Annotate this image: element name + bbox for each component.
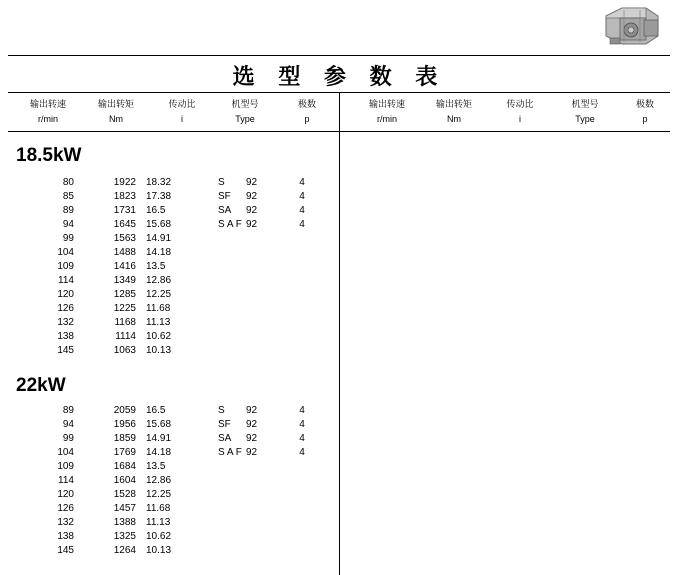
table-row [16, 218, 322, 232]
cell-poles [282, 302, 322, 316]
table-row [16, 502, 322, 516]
cell-type-size [246, 274, 282, 288]
table-row [16, 530, 322, 544]
cell-poles [282, 288, 322, 302]
cell-torque: 1457 [113, 503, 136, 514]
cell-torque: 1823 [113, 191, 136, 202]
cell-speed: 109 [57, 261, 74, 272]
cell-poles [282, 316, 322, 330]
cell-type-prefix: SA [218, 433, 232, 444]
cell-ratio: 13.5 [146, 261, 166, 272]
cell-speed: 145 [57, 345, 74, 356]
header-left-torque-line1: 输出转矩 [97, 100, 134, 110]
cell-type-prefix [208, 502, 246, 516]
spec-table-0 [16, 176, 322, 358]
cell-poles [282, 488, 322, 502]
cell-ratio: 14.91 [146, 233, 172, 244]
cell-type-prefix: SF [218, 191, 231, 202]
table-row [16, 288, 322, 302]
cell-ratio: 15.68 [146, 219, 172, 230]
table-row [16, 474, 322, 488]
cell-poles [282, 502, 322, 516]
cell-ratio: 13.5 [146, 461, 166, 472]
cell-ratio: 11.13 [146, 517, 171, 528]
cell-speed: 132 [57, 317, 74, 328]
cell-torque: 1349 [113, 275, 136, 286]
cell-type-prefix: S [218, 405, 225, 416]
cell-torque: 1922 [113, 177, 136, 188]
table-row [16, 432, 322, 446]
spec-table-1 [16, 404, 322, 558]
cell-torque: 1859 [113, 433, 136, 444]
cell-type-size [246, 488, 282, 502]
header-right-ratio-line2: i [519, 114, 521, 124]
cell-type-size [246, 246, 282, 260]
table-row [16, 516, 322, 530]
cell-poles: 4 [299, 219, 305, 230]
header-right-speed-line1: 输出转速 [368, 100, 405, 110]
cell-type-prefix [208, 246, 246, 260]
table-row [16, 344, 322, 358]
header-left-ratio-line1: 传动比 [168, 100, 196, 110]
cell-poles [282, 474, 322, 488]
cell-poles: 4 [299, 419, 305, 430]
table-row [16, 446, 322, 460]
cell-torque: 1604 [113, 475, 136, 486]
cell-type-size [246, 474, 282, 488]
header-left-poles-line1: 极数 [297, 100, 316, 110]
cell-type-size [246, 502, 282, 516]
cell-speed: 94 [62, 419, 74, 430]
cell-type-size [246, 232, 282, 246]
cell-ratio: 10.62 [146, 531, 172, 542]
cell-ratio: 11.68 [146, 303, 171, 314]
header-right-speed [355, 98, 419, 126]
cell-type-prefix [208, 344, 246, 358]
table-row [16, 176, 322, 190]
header-right-torque-line2: Nm [447, 114, 461, 124]
cell-ratio: 11.68 [146, 503, 171, 514]
cell-speed: 114 [58, 275, 74, 286]
cell-speed: 132 [57, 517, 74, 528]
cell-speed: 80 [62, 177, 74, 188]
cell-type-prefix: S [218, 177, 225, 188]
cell-type-prefix [208, 232, 246, 246]
cell-type-size: 92 [246, 191, 258, 202]
cell-poles [282, 344, 322, 358]
cell-poles: 4 [299, 191, 305, 202]
cell-type-size: 92 [246, 433, 258, 444]
cell-type-prefix: SA [218, 205, 232, 216]
cell-speed: 120 [57, 489, 74, 500]
cell-torque: 1684 [113, 461, 136, 472]
table-row [16, 302, 322, 316]
section-power-label-0: 18.5kW [16, 145, 82, 166]
cell-ratio: 10.13 [146, 545, 172, 556]
cell-type-prefix [208, 530, 246, 544]
header-left-type-line2: Type [235, 114, 255, 124]
cell-speed: 89 [62, 205, 74, 216]
header-left-type-line1: 机型号 [231, 100, 259, 110]
header-left-speed [16, 98, 80, 126]
spec-table-0-body [16, 176, 322, 358]
cell-type-size: 92 [246, 219, 258, 230]
cell-speed: 89 [62, 405, 74, 416]
cell-type-prefix [208, 544, 246, 558]
cell-ratio: 15.68 [146, 419, 172, 430]
table-row [16, 260, 322, 274]
cell-poles: 4 [299, 447, 305, 458]
cell-poles [282, 260, 322, 274]
cell-poles: 4 [299, 177, 305, 188]
header-right-type-line2: Type [575, 114, 595, 124]
header-left-torque [84, 98, 148, 126]
table-row [16, 316, 322, 330]
cell-torque: 1528 [113, 489, 136, 500]
cell-type-size [246, 344, 282, 358]
cell-poles [282, 516, 322, 530]
cell-type-size [246, 288, 282, 302]
cell-poles [282, 246, 322, 260]
header-left-speed-line2: r/min [38, 114, 58, 124]
cell-torque: 1563 [113, 233, 136, 244]
cell-torque: 1168 [114, 317, 136, 328]
cell-torque: 1285 [113, 289, 136, 300]
cell-ratio: 12.86 [146, 275, 172, 286]
table-row [16, 330, 322, 344]
header-right-type [554, 98, 616, 126]
cell-type-size [246, 330, 282, 344]
table-row [16, 232, 322, 246]
cell-speed: 104 [57, 447, 74, 458]
cell-poles: 4 [299, 405, 305, 416]
header-right-poles-line2: p [642, 114, 648, 124]
cell-type-size [246, 460, 282, 474]
table-row [16, 544, 322, 558]
cell-type-prefix [208, 274, 246, 288]
table-row [16, 204, 322, 218]
cell-type-size: 92 [246, 177, 258, 188]
cell-torque: 1488 [113, 247, 136, 258]
header-left-speed-line1: 输出转速 [29, 100, 66, 110]
cell-speed: 104 [57, 247, 74, 258]
cell-speed: 114 [58, 475, 74, 486]
cell-type-size: 92 [246, 419, 258, 430]
table-row [16, 460, 322, 474]
cell-torque: 1063 [113, 345, 136, 356]
table-row [16, 190, 322, 204]
header-left-poles-line2: p [304, 114, 310, 124]
table-row [16, 488, 322, 502]
geared-motor-photo [600, 4, 666, 48]
header-left-ratio-line2: i [181, 114, 183, 124]
cell-type-size [246, 544, 282, 558]
header-right-speed-line2: r/min [377, 114, 397, 124]
cell-speed: 99 [62, 433, 74, 444]
cell-ratio: 14.18 [146, 247, 172, 258]
header-right-torque-line1: 输出转矩 [435, 100, 472, 110]
cell-ratio: 12.25 [146, 489, 172, 500]
header-left-poles [284, 98, 330, 126]
cell-speed: 99 [62, 233, 74, 244]
cell-type-size [246, 530, 282, 544]
table-row [16, 404, 322, 418]
cell-type-prefix [208, 460, 246, 474]
cell-poles: 4 [299, 433, 305, 444]
cell-type-prefix [208, 260, 246, 274]
cell-speed: 120 [57, 289, 74, 300]
cell-speed: 94 [62, 219, 74, 230]
cell-ratio: 16.5 [146, 205, 166, 216]
cell-type-prefix [208, 474, 246, 488]
cell-speed: 145 [57, 545, 74, 556]
cell-type-prefix [208, 330, 246, 344]
cell-type-prefix [208, 516, 246, 530]
cell-ratio: 10.62 [146, 331, 172, 342]
cell-poles [282, 460, 322, 474]
cell-ratio: 11.13 [146, 317, 171, 328]
cell-type-prefix [208, 316, 246, 330]
cell-torque: 1264 [113, 545, 136, 556]
header-right-type-line1: 机型号 [571, 100, 599, 110]
cell-speed: 138 [57, 331, 74, 342]
cell-speed: 85 [62, 191, 74, 202]
cell-type-size: 92 [246, 447, 258, 458]
cell-type-prefix [208, 488, 246, 502]
cell-torque: 1645 [113, 219, 136, 230]
cell-torque: 1114 [115, 331, 136, 342]
cell-type-size [246, 302, 282, 316]
cell-poles [282, 232, 322, 246]
cell-ratio: 12.86 [146, 475, 172, 486]
page-title: 选 型 参 数 表 [232, 65, 446, 90]
header-right-poles [622, 98, 668, 126]
header-left-torque-line2: Nm [109, 114, 123, 124]
cell-torque: 1769 [113, 447, 136, 458]
column-divider [339, 92, 340, 575]
cell-torque: 1416 [113, 261, 136, 272]
cell-ratio: 14.18 [146, 447, 172, 458]
cell-poles: 4 [299, 205, 305, 216]
cell-type-size [246, 260, 282, 274]
cell-speed: 109 [57, 461, 74, 472]
section-power-label-1: 22kW [16, 375, 66, 396]
header-right-torque [422, 98, 486, 126]
cell-speed: 126 [57, 303, 74, 314]
cell-poles [282, 274, 322, 288]
spec-table-1-body [16, 404, 322, 558]
cell-poles [282, 530, 322, 544]
cell-speed: 126 [57, 503, 74, 514]
cell-ratio: 10.13 [146, 345, 172, 356]
cell-poles [282, 544, 322, 558]
cell-torque: 1325 [113, 531, 136, 542]
cell-type-prefix [208, 288, 246, 302]
cell-torque: 1956 [113, 419, 136, 430]
cell-type-size [246, 516, 282, 530]
header-left-type [214, 98, 276, 126]
cell-torque: 1731 [113, 205, 136, 216]
cell-ratio: 16.5 [146, 405, 166, 416]
divider-top [8, 55, 670, 56]
cell-type-prefix: S A F [218, 219, 242, 230]
cell-ratio: 17.38 [146, 191, 172, 202]
header-right-ratio-line1: 传动比 [506, 100, 534, 110]
cell-ratio: 18.32 [146, 177, 172, 188]
cell-type-size: 92 [246, 205, 258, 216]
cell-type-prefix: S A F [218, 447, 242, 458]
cell-type-size: 92 [246, 405, 258, 416]
cell-torque: 2059 [113, 405, 136, 416]
table-row [16, 418, 322, 432]
cell-type-prefix [208, 302, 246, 316]
cell-ratio: 14.91 [146, 433, 172, 444]
table-row [16, 274, 322, 288]
cell-torque: 1388 [113, 517, 136, 528]
table-row [16, 246, 322, 260]
cell-type-size [246, 316, 282, 330]
header-right-poles-line1: 极数 [635, 100, 654, 110]
cell-torque: 1225 [113, 303, 136, 314]
cell-ratio: 12.25 [146, 289, 172, 300]
cell-type-prefix: SF [218, 419, 231, 430]
cell-poles [282, 330, 322, 344]
header-right-ratio [490, 98, 550, 126]
cell-speed: 138 [57, 531, 74, 542]
header-left-ratio [152, 98, 212, 126]
